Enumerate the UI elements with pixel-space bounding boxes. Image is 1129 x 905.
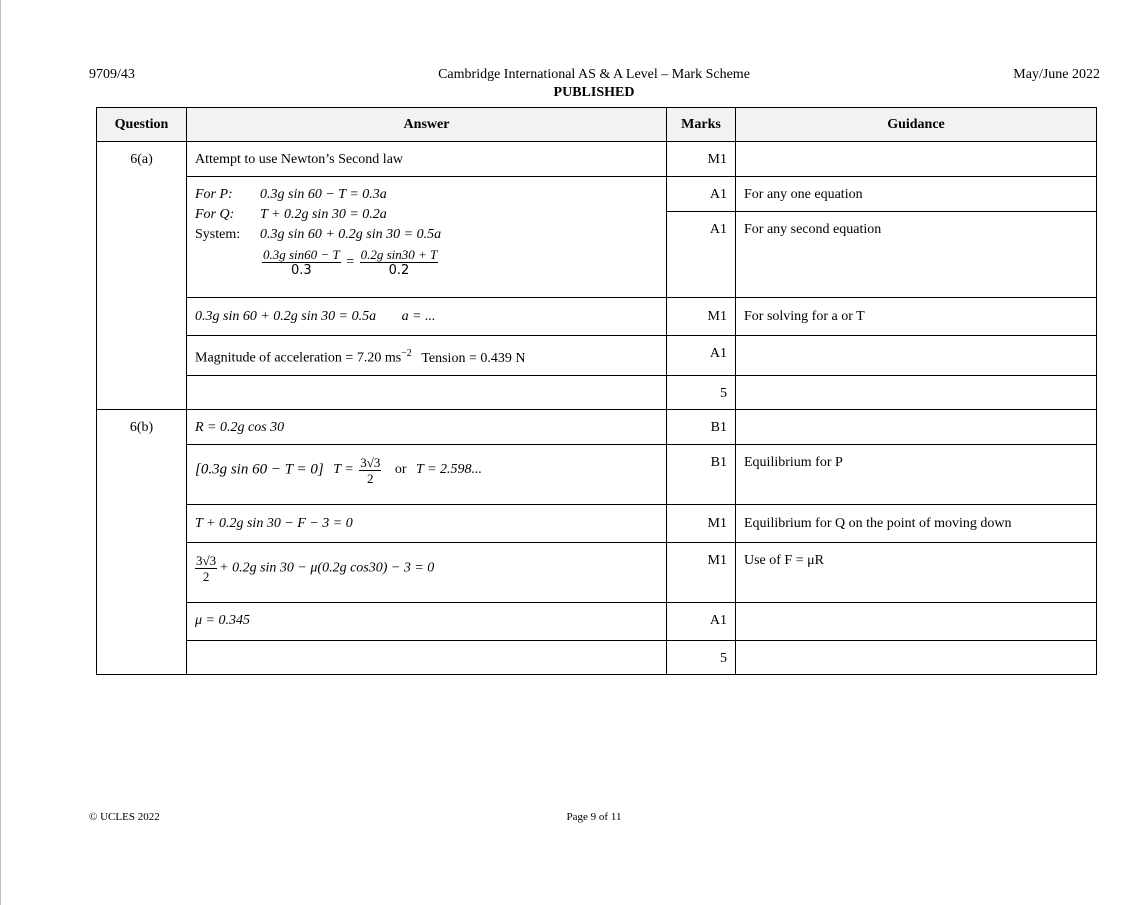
guidance-cell bbox=[736, 640, 1097, 674]
mark-cell: A1 bbox=[667, 336, 736, 376]
fraction-1-denominator: 0.3 bbox=[291, 263, 312, 278]
mark-scheme-table bbox=[96, 107, 1097, 675]
guidance-cell: Equilibrium for P bbox=[736, 444, 1097, 504]
equilibrium-bracket: [0.3g sin 60 − T = 0] bbox=[195, 461, 324, 478]
table-row bbox=[97, 298, 1097, 336]
guidance-cell bbox=[736, 336, 1097, 376]
guidance-cell: For solving for a or T bbox=[736, 298, 1097, 336]
table-row bbox=[97, 444, 1097, 504]
label-system: System: bbox=[195, 227, 241, 242]
table-row bbox=[97, 336, 1097, 376]
guidance-cell bbox=[736, 409, 1097, 444]
total-marks: 5 bbox=[667, 375, 736, 409]
equation-q: T + 0.2g sin 30 = 0.2a bbox=[260, 207, 387, 222]
answer-cell bbox=[187, 640, 667, 674]
answer-cell bbox=[187, 602, 667, 640]
table-row bbox=[97, 542, 1097, 602]
mark-cell: A1 bbox=[667, 212, 736, 298]
answer-cell bbox=[187, 375, 667, 409]
or-text: or bbox=[394, 462, 407, 478]
equation-system-solve: 0.3g sin 60 + 0.2g sin 30 = 0.5a bbox=[195, 309, 377, 324]
published-label: PUBLISHED bbox=[553, 85, 635, 100]
fraction-1-numerator: 0.3g sin60 − T bbox=[263, 247, 340, 262]
column-marks: Marks bbox=[667, 108, 736, 142]
units-exponent: −2 bbox=[401, 348, 412, 359]
normal-reaction-equation: R = 0.2g cos 30 bbox=[195, 419, 285, 435]
guidance-cell bbox=[736, 375, 1097, 409]
label-p: For P: bbox=[195, 187, 233, 202]
guidance-cell bbox=[736, 142, 1097, 177]
mark-cell: M1 bbox=[667, 542, 736, 602]
tension-value: T = 2.598... bbox=[416, 462, 483, 478]
solve-for-a: a = ... bbox=[401, 309, 436, 324]
mark-cell: M1 bbox=[667, 504, 736, 542]
mark-cell: A1 bbox=[667, 177, 736, 212]
mark-cell: M1 bbox=[667, 142, 736, 177]
tension-fraction-numerator: 3√3 bbox=[360, 454, 381, 470]
table-row bbox=[97, 640, 1097, 674]
mark-cell: M1 bbox=[667, 298, 736, 336]
equation-p: 0.3g sin 60 − T = 0.3a bbox=[260, 187, 387, 202]
question-label: 6(b) bbox=[97, 409, 187, 674]
friction-equation: + 0.2g sin 30 − μ(0.2g cos30) − 3 = 0 bbox=[219, 560, 435, 576]
friction-fraction-numerator: 3√3 bbox=[196, 552, 217, 568]
answer-cell bbox=[187, 504, 667, 542]
label-q: For Q: bbox=[195, 207, 235, 222]
left-edge bbox=[0, 0, 1, 905]
guidance-cell: For any second equation bbox=[736, 212, 1097, 298]
acceleration-result: Magnitude of acceleration = 7.20 ms bbox=[195, 350, 402, 366]
guidance-cell: Use of F = μR bbox=[736, 542, 1097, 602]
exam-session: May/June 2022 bbox=[1013, 67, 1100, 82]
guidance-cell: Equilibrium for Q on the point of moving down bbox=[736, 504, 1097, 542]
paper-code: 9709/43 bbox=[89, 67, 135, 82]
equilibrium-q-equation: T + 0.2g sin 30 − F − 3 = 0 bbox=[195, 515, 353, 531]
column-answer: Answer bbox=[187, 108, 667, 142]
table-row bbox=[97, 409, 1097, 444]
table-row bbox=[97, 142, 1097, 177]
table-row bbox=[97, 602, 1097, 640]
mark-cell: A1 bbox=[667, 602, 736, 640]
mark-cell: B1 bbox=[667, 444, 736, 504]
fraction-2-numerator: 0.2g sin30 + T bbox=[360, 247, 438, 262]
mu-result: μ = 0.345 bbox=[195, 612, 250, 628]
table-header-row bbox=[97, 108, 1097, 142]
table-row bbox=[97, 375, 1097, 409]
fraction-equation bbox=[195, 247, 658, 278]
mark-cell: B1 bbox=[667, 409, 736, 444]
equation-system: 0.3g sin 60 + 0.2g sin 30 = 0.5a bbox=[260, 227, 442, 242]
tension-equals: T = bbox=[333, 462, 354, 478]
answer-cell: Attempt to use Newton’s Second law bbox=[187, 142, 667, 177]
guidance-cell bbox=[736, 602, 1097, 640]
column-guidance: Guidance bbox=[736, 108, 1097, 142]
guidance-cell: For any one equation bbox=[736, 177, 1097, 212]
answer-cell bbox=[187, 336, 667, 376]
question-label: 6(a) bbox=[97, 142, 187, 410]
answer-cell bbox=[187, 444, 667, 504]
copyright: © UCLES 2022 bbox=[89, 811, 160, 823]
column-question: Question bbox=[97, 108, 187, 142]
answer-cell bbox=[187, 177, 667, 298]
tension-fraction-denominator: 2 bbox=[367, 470, 374, 486]
friction-fraction-denominator: 2 bbox=[202, 568, 210, 584]
fraction-2-denominator: 0.2 bbox=[388, 263, 410, 278]
page-number: Page 9 of 11 bbox=[566, 811, 622, 823]
answer-cell bbox=[187, 409, 667, 444]
answer-cell bbox=[187, 542, 667, 602]
equals-sign: = bbox=[346, 254, 355, 270]
tension-result: Tension = 0.439 N bbox=[421, 350, 526, 366]
total-marks: 5 bbox=[667, 640, 736, 674]
table-row bbox=[97, 177, 1097, 212]
answer-cell bbox=[187, 298, 667, 336]
table-row bbox=[97, 504, 1097, 542]
document-title: Cambridge International AS & A Level – Mark Scheme bbox=[438, 67, 750, 82]
